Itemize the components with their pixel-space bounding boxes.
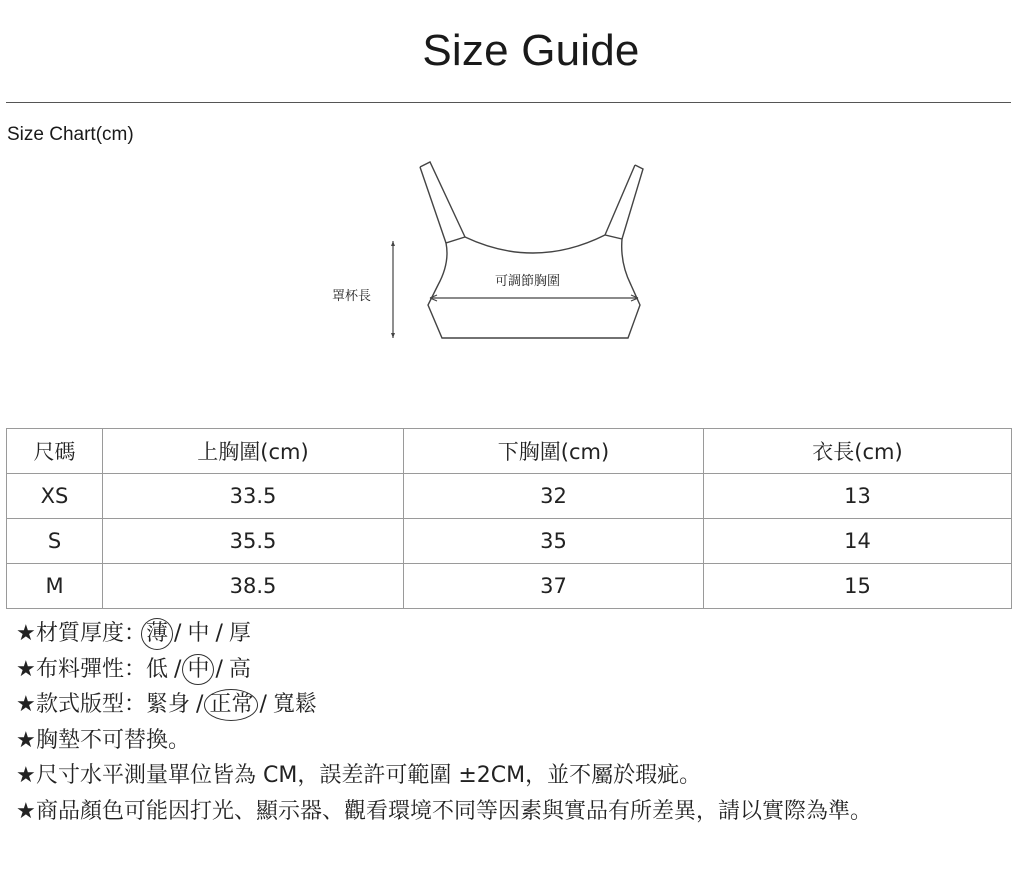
note-label: 材質厚度： (36, 621, 147, 646)
page-title: Size Guide (422, 26, 640, 75)
note-padding (16, 723, 872, 759)
note-text: 胸墊不可替換。 (36, 727, 191, 753)
option-thin: 薄 (146, 616, 168, 652)
cell-upper-bust: 38.5 (103, 564, 404, 609)
table-row (7, 519, 1012, 564)
cell-upper-bust: 33.5 (103, 474, 404, 519)
note-elasticity: ★布料彈性：低 / 中 / 高 (16, 652, 872, 688)
note-fit: ★款式版型：緊身 / 正常 / 寬鬆 (16, 687, 872, 723)
header-size: 尺碼 (7, 429, 103, 474)
option-medium: 中 (187, 652, 209, 688)
option-loose: 寬鬆 (272, 692, 317, 717)
note-text: 商品顏色可能因打光、顯示器、觀看環境不同等因素與實品有所差異，請以實際為準。 (36, 798, 873, 824)
cup-length-label: 罩杯長 (332, 289, 372, 304)
option-thick: 厚 (228, 621, 251, 646)
title-divider (6, 102, 1011, 103)
note-thickness: ★材質厚度：薄 / 中 / 厚 (16, 616, 872, 652)
adjustable-underbust-label: 可調節胸圍 (495, 274, 561, 289)
bra-outline-illustration (320, 155, 660, 350)
size-chart-heading: Size Chart(cm) (7, 124, 134, 145)
cell-length: 13 (704, 474, 1012, 519)
bra-diagram (320, 155, 660, 350)
table-row (7, 474, 1012, 519)
star-icon: ★ (16, 692, 36, 717)
cell-under-bust: 37 (404, 564, 704, 609)
option-regular: 正常 (209, 687, 253, 723)
header-upper-bust: 上胸圍(cm) (103, 429, 404, 474)
cell-size: M (7, 564, 103, 609)
header-under-bust: 下胸圍(cm) (404, 429, 704, 474)
note-label: 款式版型： (36, 692, 147, 717)
note-label: 布料彈性： (36, 656, 147, 682)
star-icon: ★ (16, 798, 36, 824)
cell-length: 15 (704, 564, 1012, 609)
star-icon: ★ (16, 727, 36, 753)
option-medium: 中 (187, 621, 210, 646)
note-text: 尺寸水平測量單位皆為 CM，誤差許可範圍 ±2CM，並不屬於瑕疵。 (36, 763, 702, 788)
cell-length: 14 (704, 519, 1012, 564)
table-header-row (7, 429, 1012, 474)
option-high: 高 (228, 656, 251, 682)
option-tight: 緊身 (146, 692, 191, 717)
cell-under-bust: 35 (404, 519, 704, 564)
cell-upper-bust: 35.5 (103, 519, 404, 564)
notes-list (16, 616, 872, 829)
cell-under-bust: 32 (404, 474, 704, 519)
star-icon: ★ (16, 763, 36, 788)
option-low: 低 (146, 656, 169, 682)
header-length: 衣長(cm) (704, 429, 1012, 474)
cell-size: S (7, 519, 103, 564)
note-color (16, 794, 872, 830)
note-measurement (16, 758, 872, 794)
size-table (6, 428, 1012, 609)
cell-size: XS (7, 474, 103, 519)
star-icon: ★ (16, 621, 36, 646)
table-row (7, 564, 1012, 609)
star-icon: ★ (16, 656, 36, 682)
